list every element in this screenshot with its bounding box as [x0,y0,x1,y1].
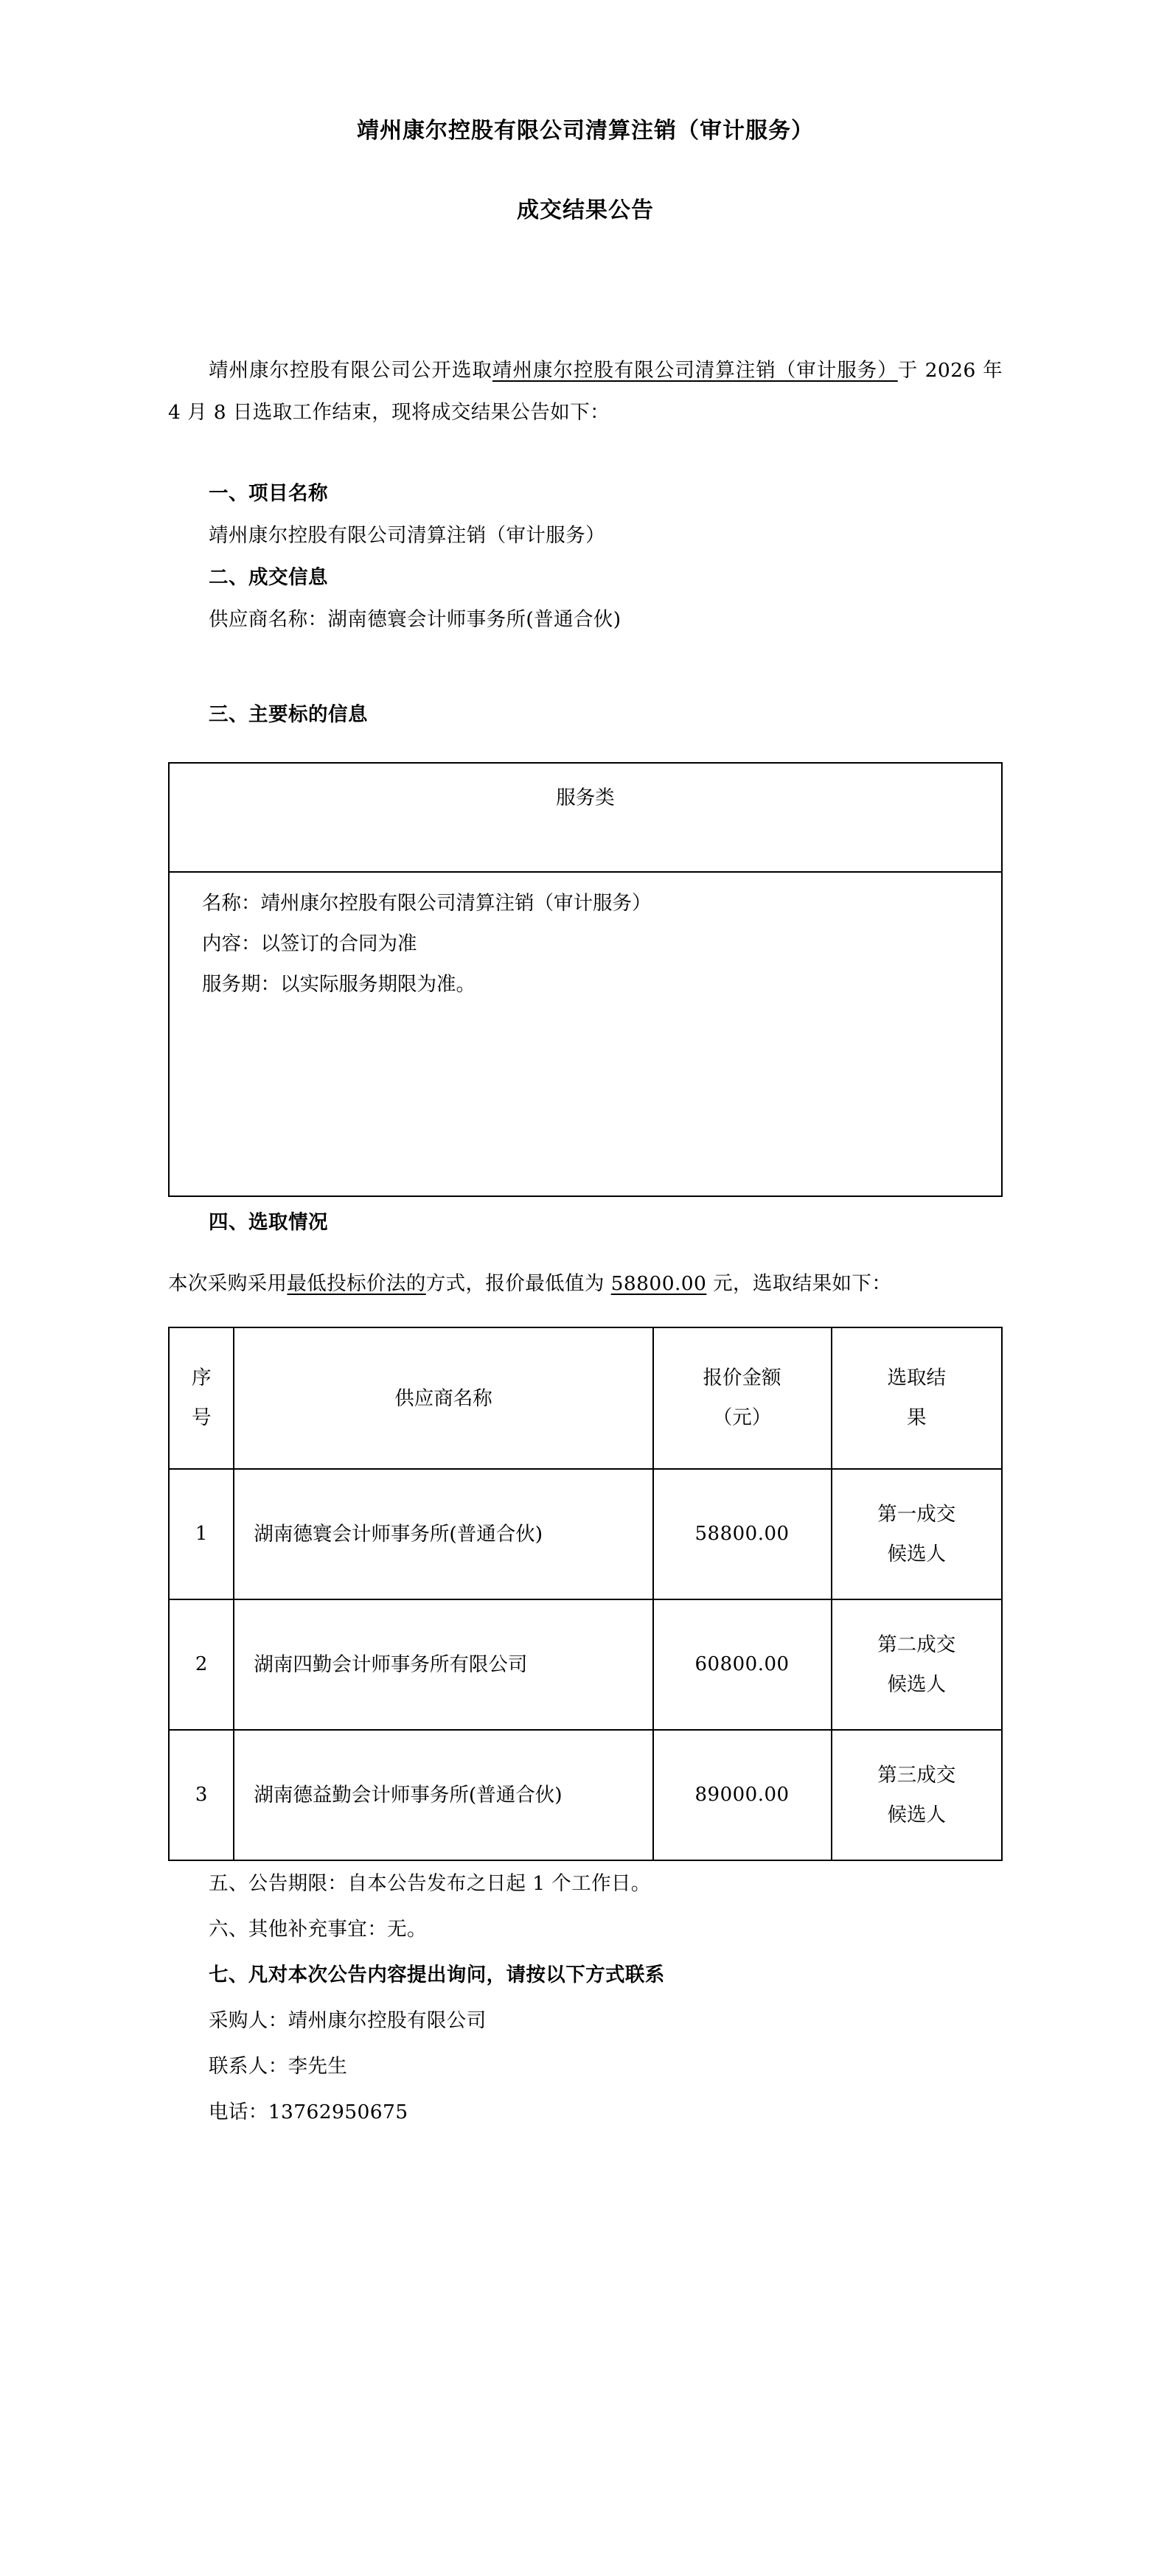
column-header-amount-line-1: 报价金额 [703,1366,781,1389]
s4-underlined-amount: 58800.00 [610,1272,707,1295]
spacer [168,640,1003,694]
cell-result-line-2: 候选人 [887,1803,946,1826]
cell-result-line-2: 候选人 [887,1542,946,1566]
table-header-row [169,1327,1002,1469]
s4-underlined-method: 最低投标价法的 [287,1272,426,1295]
section-7-contact: 联系人：李先生 [209,2055,348,2078]
spacer [168,453,1003,472]
subject-content-line: 内容：以签订的合同为准 [202,932,417,955]
cell-result [832,1599,1002,1730]
document-title-line-2: 成交结果公告 [517,198,654,223]
subject-table-header-cell: 服务类 [169,763,1002,872]
s4-part-2: 方式，报价最低值为 [425,1272,611,1295]
column-header-supplier: 供应商名称 [234,1327,652,1469]
cell-supplier: 湖南德寰会计师事务所(普通合伙) [234,1469,652,1599]
cell-supplier: 湖南四勤会计师事务所有限公司 [234,1599,652,1730]
section-7-buyer: 采购人：靖州康尔控股有限公司 [209,2009,487,2032]
table-row [169,763,1002,872]
title-block [168,111,1003,231]
table-row [169,1599,1002,1730]
table-row [169,872,1002,1196]
column-header-amount-line-2: （元） [712,1406,772,1429]
column-header-result-line-2: 果 [907,1406,927,1429]
section-1-heading: 一、项目名称 [209,481,328,505]
section-4-paragraph [168,1263,1003,1305]
column-header-index-line-2: 号 [191,1406,212,1429]
cell-index: 2 [169,1599,234,1730]
subject-information-table [168,762,1003,1197]
subject-period-line: 服务期：以实际服务期限为准。 [202,972,476,996]
cell-result [832,1469,1002,1599]
subject-name-line: 名称：靖州康尔控股有限公司清算注销（审计服务） [202,891,652,915]
cell-index: 1 [169,1469,234,1599]
cell-amount: 60800.00 [653,1599,832,1730]
section-3-heading: 三、主要标的信息 [209,702,368,726]
s4-part-3: 元，选取结果如下： [706,1272,892,1295]
section-7-phone: 电话：13762950675 [209,2101,408,2123]
document-body [168,0,1003,2135]
cell-result-line-2: 候选人 [887,1672,946,1696]
lead-part-2: 于 2026 年 4 月 8 日选取工作结束，现将成交结果公告如下： [168,359,1003,424]
table-row [169,1730,1002,1860]
cell-index: 3 [169,1730,234,1860]
section-6: 六、其他补充事宜：无。 [209,1918,427,1941]
column-header-amount [653,1327,832,1469]
cell-amount: 58800.00 [653,1469,832,1599]
subject-table-body-cell [169,872,1002,1196]
cell-amount: 89000.00 [653,1730,832,1860]
section-2-body: 供应商名称：湖南德寰会计师事务所(普通合伙) [209,607,621,631]
section-5: 五、公告期限：自本公告发布之日起 1 个工作日。 [209,1872,651,1895]
cell-result [832,1730,1002,1860]
section-1-body: 靖州康尔控股有限公司清算注销（审计服务） [209,523,605,547]
lead-underlined-project: 靖州康尔控股有限公司清算注销（审计服务） [492,359,898,382]
cell-result-line-1: 第一成交 [877,1502,956,1526]
column-header-result-line-1: 选取结 [887,1366,946,1389]
table-row [169,1469,1002,1599]
result-table [168,1327,1003,1861]
section-4-block [168,1201,1003,1305]
s4-part-1: 本次采购采用 [168,1272,288,1295]
cell-result-line-1: 第二成交 [877,1633,956,1656]
lead-paragraph [168,349,1003,433]
section-4-heading: 四、选取情况 [209,1210,328,1234]
column-header-index-line-1: 序 [191,1366,212,1389]
section-7-heading: 七、凡对本次公告内容提出询问，请按以下方式联系 [209,1964,665,1986]
document-title-line-1: 靖州康尔控股有限公司清算注销（审计服务） [357,118,814,144]
section-2-heading: 二、成交信息 [209,565,328,589]
lead-part-1: 靖州康尔控股有限公司公开选取 [209,359,492,382]
cell-result-line-1: 第三成交 [877,1763,956,1787]
column-header-index [169,1327,234,1469]
column-header-result [832,1327,1002,1469]
cell-supplier: 湖南德益勤会计师事务所(普通合伙) [234,1730,652,1860]
